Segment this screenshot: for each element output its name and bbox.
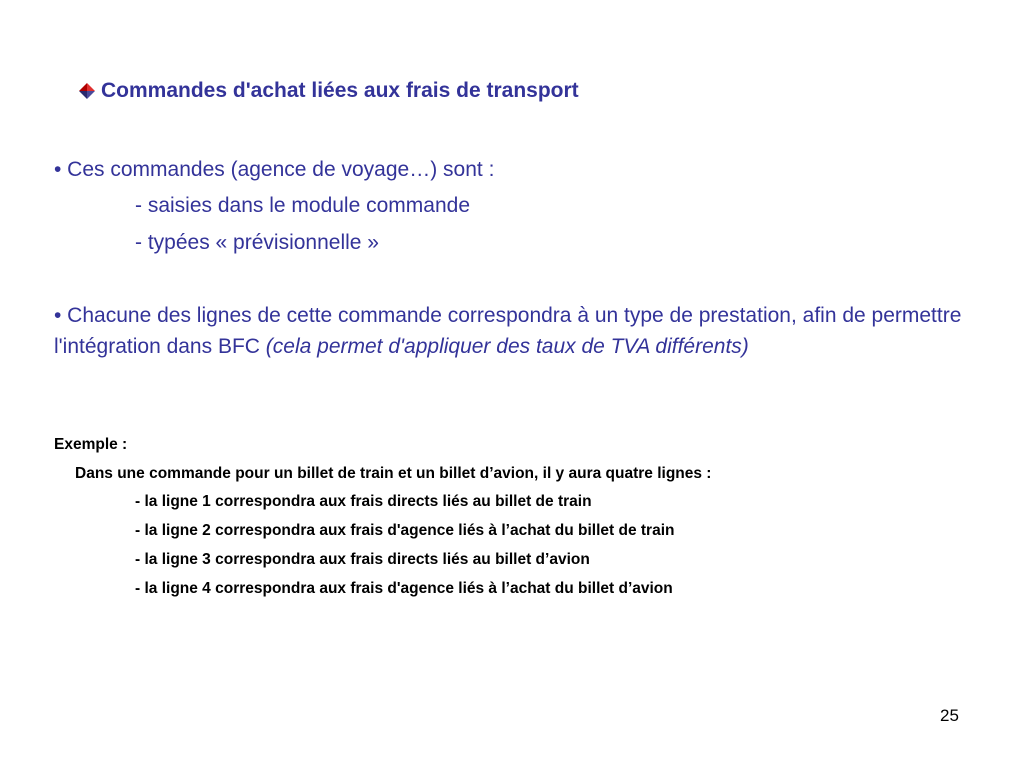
diamond-bullet-icon [76, 80, 98, 102]
bullet-2-text: • Chacune des lignes de cette commande correspondra à un type de prestation, afin de permettre l'intégration dans BFC [54, 304, 962, 358]
bullet-1-sub-2: - typées « prévisionnelle » [135, 231, 379, 254]
bullet-2-paragraph [54, 300, 994, 362]
bullet-1-sub-1: - saisies dans le module commande [135, 194, 470, 217]
bullet-1-main: • Ces commandes (agence de voyage…) sont : [54, 158, 495, 181]
slide-title-row [76, 77, 579, 105]
example-intro: Dans une commande pour un billet de train et un billet d’avion, il y aura quatre lignes : [75, 465, 712, 482]
example-line-2: - la ligne 2 correspondra aux frais d'agence liés à l’achat du billet de train [135, 522, 675, 539]
bullet-2-italic-note: (cela permet d'appliquer des taux de TVA différents) [265, 335, 749, 358]
example-line-4: - la ligne 4 correspondra aux frais d'agence liés à l’achat du billet d’avion [135, 580, 673, 597]
example-line-1: - la ligne 1 correspondra aux frais directs liés au billet de train [135, 493, 592, 510]
example-line-3: - la ligne 3 correspondra aux frais directs liés au billet d’avion [135, 551, 590, 568]
page-number: 25 [940, 706, 959, 725]
example-label: Exemple : [54, 436, 128, 453]
slide-title: Commandes d'achat liées aux frais de transport [101, 79, 579, 102]
